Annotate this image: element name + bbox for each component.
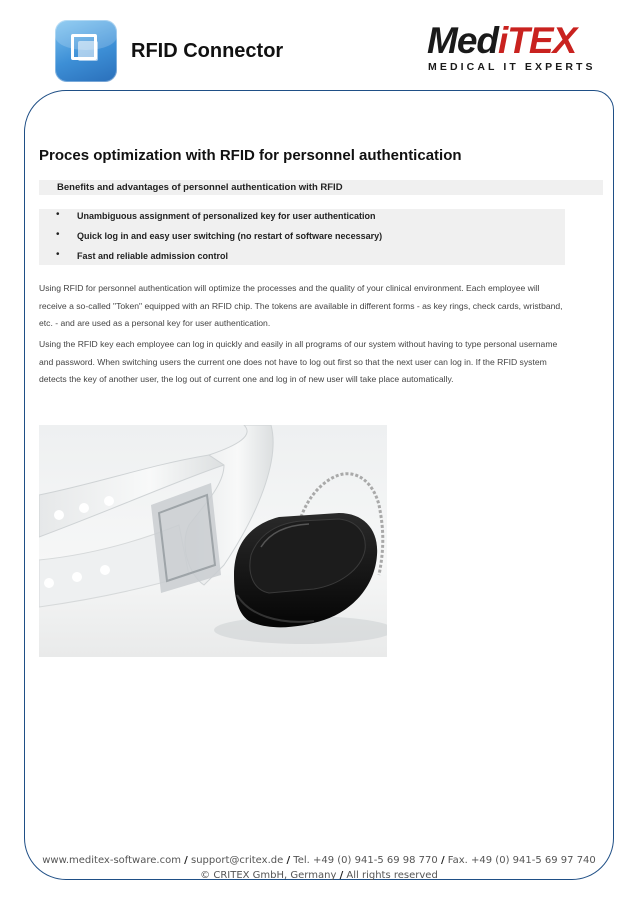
footer-separator: / (184, 855, 188, 866)
rfid-connector-app-icon (55, 20, 117, 82)
list-item (39, 249, 565, 265)
list-item (39, 229, 565, 245)
usage-paragraph (39, 336, 603, 389)
list-item-text: Quick log in and easy user switching (no restart of software necessary) (77, 231, 383, 241)
bullet-icon: • (56, 229, 60, 240)
bullet-icon: • (56, 249, 60, 260)
page-title: Proces optimization with RFID for personnel authentication (39, 147, 462, 164)
footer-separator: / (339, 870, 344, 881)
rfid-tokens-illustration (39, 425, 387, 657)
paragraph-line: detects the key of another user, the log out of current one and log in of new user will take place automatically. (39, 374, 454, 384)
paragraph-line: receive a so-called "Token" equipped with an RFID chip. The tokens are available in different forms - as key rings, check cards, wristband, (39, 300, 563, 311)
logo-part-med: Med (427, 20, 498, 61)
strap-hole (54, 510, 64, 520)
strap-hole (44, 578, 54, 588)
logo-part-itex: iTEX (498, 20, 577, 61)
meditex-logo-wordmark (427, 20, 576, 62)
footer-copyright-line (0, 868, 638, 883)
footer-separator: / (440, 855, 445, 866)
footer-contact-line (0, 853, 638, 868)
list-item-text: Fast and reliable admission control (77, 251, 229, 261)
footer (0, 853, 638, 883)
paragraph-line: Using RFID for personnel authentication will optimize the processes and the quality of your clinical environment. Each employee will (39, 283, 540, 293)
strap-hole (72, 572, 82, 582)
paragraph-line: etc. - and are used as a personal key for user authentication. (39, 318, 271, 328)
footer-website-link[interactable]: www.meditex-software.com (42, 855, 181, 866)
paragraph-line: and password. When switching users the current one does not have to log out first so that the next user can log in. If the RFID system (39, 356, 547, 367)
strap-hole (79, 503, 89, 513)
benefits-list (39, 209, 565, 265)
strap-hole (104, 496, 114, 506)
intro-paragraph (39, 280, 603, 333)
bullet-icon: • (56, 209, 60, 220)
list-item-text: Unambiguous assignment of personalized key for user authentication (77, 211, 376, 221)
meditex-logo (427, 20, 597, 76)
benefits-heading-bar (39, 180, 603, 195)
logo-tagline: MEDICAL IT EXPERTS (428, 61, 596, 73)
list-item (39, 209, 565, 225)
footer-separator: / (286, 855, 291, 866)
footer-rights: All rights reserved (346, 870, 438, 881)
paragraph-line: Using the RFID key each employee can log in quickly and easily in all programs of our system without having to type personal username (39, 339, 558, 349)
footer-phone: Tel. +49 (0) 941-5 69 98 770 (293, 855, 438, 866)
strap-hole (100, 565, 110, 575)
footer-copyright: © CRITEX GmbH, Germany (200, 870, 337, 881)
app-title: RFID Connector (131, 40, 284, 62)
rfid-tokens-photo (39, 425, 387, 657)
benefits-heading: Benefits and advantages of personnel authentication with RFID (57, 182, 343, 193)
footer-email-link[interactable]: support@critex.de (190, 855, 284, 866)
app-icon-inner-shape (78, 41, 98, 61)
footer-fax: Fax. +49 (0) 941-5 69 97 740 (447, 855, 596, 866)
